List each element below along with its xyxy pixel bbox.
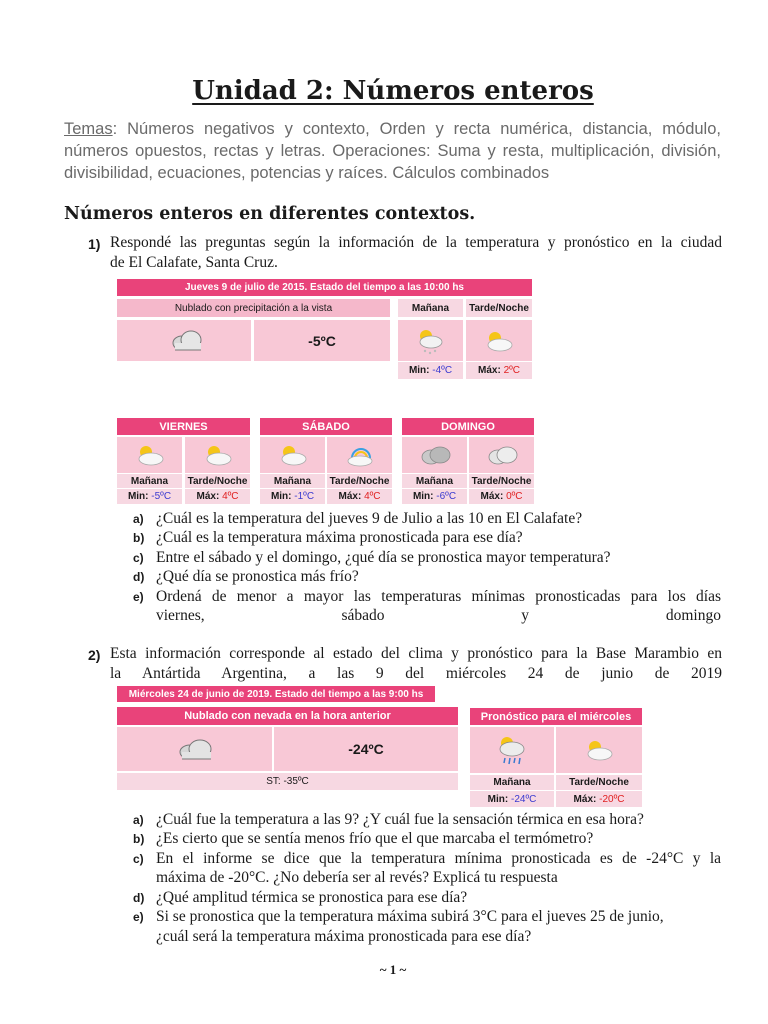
q1-line-1: Respondé las preguntas según la información de la temperatura y pronóstico en la ciudad	[110, 234, 722, 251]
day-viernes-min-value: -5ºC	[151, 491, 172, 502]
q2-current-icon-cell	[117, 727, 272, 771]
q2-sub-c-text: En el informe se dice que la temperatura mínima pronosticada es de -24°C y la	[156, 850, 721, 867]
day-viernes-header: VIERNES	[117, 418, 250, 435]
page-number: ~ 1 ~	[379, 962, 407, 977]
q1-sub-b-text: ¿Cuál es la temperatura máxima pronosticada para ese día?	[156, 529, 523, 546]
q1-sub-d-text: ¿Qué día se pronostica más frío?	[156, 568, 359, 585]
sun-cloud-icon	[276, 442, 310, 468]
day-viernes-tarde-icon	[185, 437, 250, 473]
sun-cloud-icon	[581, 736, 617, 764]
q1-max	[466, 362, 532, 379]
day-domingo-min-label: Min:	[412, 491, 434, 502]
q1-current-temp: -5ºC	[254, 320, 390, 361]
day-sabado-manana-icon	[260, 437, 325, 473]
q1-max-value: 2ºC	[503, 365, 520, 376]
day-viernes-manana-label: Mañana	[117, 474, 182, 488]
q2-sub-a-text: ¿Cuál fue la temperatura a las 9? ¿Y cuál fue la sensación térmica en esa hora?	[156, 811, 644, 828]
q2-sub-b-text: ¿Es cierto que se sentía menos frío que el que marcaba el termómetro?	[156, 830, 594, 847]
sun-cloud-snow-icon	[414, 326, 448, 356]
q1-min-value: -4ºC	[432, 365, 453, 376]
q1-line-2: de El Calafate, Santa Cruz.	[110, 254, 278, 271]
dark-cloud-icon	[417, 442, 453, 468]
day-viernes-manana-icon	[117, 437, 182, 473]
q1-sub-a-text: ¿Cuál es la temperatura del jueves 9 de Julio a las 10 en El Calafate?	[156, 510, 583, 527]
q2-line-1: Esta información corresponde al estado del clima y pronóstico para la Base Marambio en	[110, 645, 722, 662]
q1-sub-b-letter: b)	[133, 531, 145, 545]
q2-tarde-icon-cell	[556, 727, 642, 773]
day-domingo-min-value: -6ºC	[436, 491, 457, 502]
q2-tarde-label: Tarde/Noche	[556, 775, 642, 790]
q2-forecast-title: Pronóstico para el miércoles	[470, 708, 642, 725]
day-domingo-max	[469, 489, 534, 504]
sun-cloud-rain-icon	[494, 733, 530, 767]
day-viernes-max-value: 4ºC	[222, 491, 239, 502]
cloud-icon	[175, 737, 215, 761]
day-sabado-min-label: Min:	[270, 491, 292, 502]
q1-sub-c-letter: c)	[133, 551, 144, 565]
q1-tarde-label: Tarde/Noche	[466, 299, 532, 317]
day-sabado-header: SÁBADO	[260, 418, 392, 435]
q2-sub-e-letter: e)	[133, 910, 144, 924]
day-domingo-min	[402, 489, 467, 504]
q2-sub-c-text-2: máxima de -20°C. ¿No debería ser al revés? Explicá tu respuesta	[156, 869, 558, 886]
day-sabado-max-value: 4ºC	[364, 491, 381, 502]
section-title: Números enteros en diferentes contextos.	[64, 204, 476, 224]
day-domingo-manana-label: Mañana	[402, 474, 467, 488]
q2-sub-e-text: Si se pronostica que la temperatura máxima subirá 3°C para el jueves 25 de junio,	[156, 908, 664, 925]
q1-sub-e-text-2: viernes, sábado y domingo	[156, 607, 721, 624]
q2-sub-a-letter: a)	[133, 813, 144, 827]
day-sabado-tarde-icon	[327, 437, 392, 473]
q1-number: 1)	[88, 236, 101, 252]
q2-condition-label: Nublado con nevada en la hora anterior	[117, 707, 458, 725]
day-sabado-max-label: Máx:	[338, 491, 362, 502]
temas-label: Temas	[64, 120, 113, 138]
q1-sub-a-letter: a)	[133, 512, 144, 526]
day-sabado-tarde-label: Tarde/Noche	[327, 474, 392, 488]
day-viernes-min	[117, 489, 182, 504]
rainbow-cloud-icon	[343, 442, 377, 468]
day-domingo-tarde-icon	[469, 437, 534, 473]
q1-widget-header: Jueves 9 de julio de 2015. Estado del tiempo a las 10:00 hs	[117, 279, 532, 296]
day-domingo-manana-icon	[402, 437, 467, 473]
sun-cloud-icon	[201, 442, 235, 468]
q2-max	[556, 791, 642, 807]
q2-min	[470, 791, 554, 807]
q1-sub-e-text: Ordená de menor a mayor las temperaturas mínimas pronosticadas para los días	[156, 588, 721, 605]
q2-line-2: la Antártida Argentina, a las 9 del miércoles 24 de junio de 2019	[110, 665, 722, 682]
cloud-icon	[169, 329, 205, 351]
day-sabado-min	[260, 489, 325, 504]
day-domingo-header: DOMINGO	[402, 418, 534, 435]
q2-min-label: Min:	[487, 793, 509, 805]
page-title: Unidad 2: Números enteros	[192, 76, 594, 106]
day-viernes-max	[185, 489, 250, 504]
q1-sub-d-letter: d)	[133, 570, 145, 584]
q1-manana-label: Mañana	[398, 299, 463, 317]
q1-manana-icon-cell	[398, 320, 463, 361]
temas-paragraph	[64, 118, 721, 184]
day-viernes-max-label: Máx:	[196, 491, 220, 502]
temas-text: : Números negativos y contexto, Orden y recta numérica, distancia, módulo, números opuestos, rectas y letras. Operaciones: Suma y resta, multiplicación, división, divisibilidad, ecuaciones, potencias y raíces. Cálculos combinados	[64, 120, 721, 182]
q2-number: 2)	[88, 647, 101, 663]
q2-current-temp: -24ºC	[274, 727, 458, 771]
day-domingo-max-value: 0ºC	[506, 491, 523, 502]
q2-min-value: -24ºC	[511, 793, 537, 805]
day-sabado-manana-label: Mañana	[260, 474, 325, 488]
q2-max-value: -20ºC	[599, 793, 625, 805]
q1-current-icon-cell	[117, 320, 251, 361]
day-viernes-tarde-label: Tarde/Noche	[185, 474, 250, 488]
q1-min-label: Min:	[408, 365, 430, 376]
sun-cloud-icon	[133, 442, 167, 468]
q2-sensacion-termica: ST: -35ºC	[117, 773, 458, 790]
q1-max-label: Máx:	[477, 365, 501, 376]
day-domingo-tarde-label: Tarde/Noche	[469, 474, 534, 488]
day-domingo-max-label: Máx:	[480, 491, 504, 502]
q2-sub-d-letter: d)	[133, 891, 145, 905]
q2-sub-d-text: ¿Qué amplitud térmica se pronostica para ese día?	[156, 889, 468, 906]
q2-manana-icon-cell	[470, 727, 554, 773]
q2-text	[110, 644, 722, 684]
q1-text	[110, 233, 722, 273]
q2-max-label: Máx:	[573, 793, 597, 805]
q1-condition-label: Nublado con precipitación a la vista	[117, 299, 390, 317]
q2-sub-c-letter: c)	[133, 852, 144, 866]
q1-sub-e-letter: e)	[133, 590, 144, 604]
day-viernes-min-label: Min:	[127, 491, 149, 502]
sun-cloud-icon	[482, 327, 516, 355]
q2-widget-header: Miércoles 24 de junio de 2019. Estado del tiempo a las 9:00 hs	[117, 686, 435, 702]
day-sabado-min-value: -1ºC	[294, 491, 315, 502]
cloud-icon	[484, 442, 520, 468]
q1-sub-c-text: Entre el sábado y el domingo, ¿qué día se pronostica mayor temperatura?	[156, 549, 611, 566]
q2-manana-label: Mañana	[470, 775, 554, 790]
q2-sub-e-text-2: ¿cuál será la temperatura máxima pronosticada para ese día?	[156, 928, 532, 945]
q2-sub-b-letter: b)	[133, 832, 145, 846]
q1-tarde-icon-cell	[466, 320, 532, 361]
day-sabado-max	[327, 489, 392, 504]
q1-min	[398, 362, 463, 379]
